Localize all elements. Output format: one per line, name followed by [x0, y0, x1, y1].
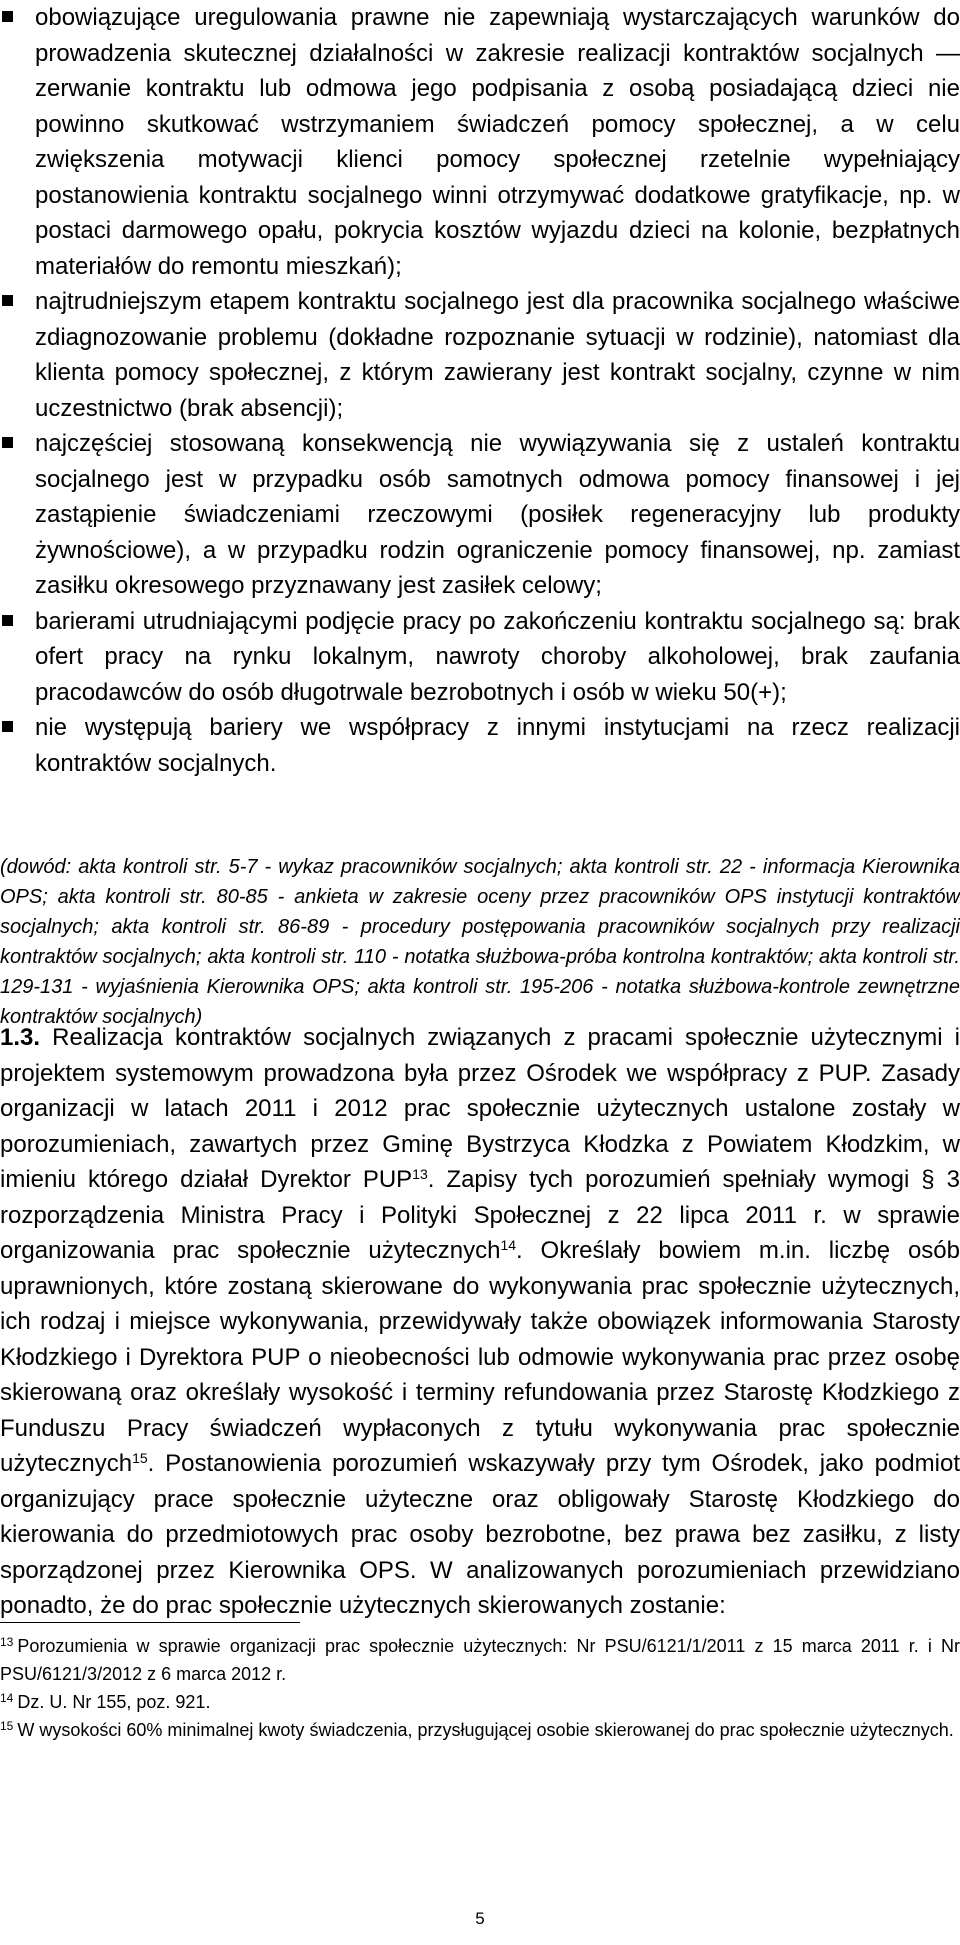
bullet-text: najczęściej stosowaną konsekwencją nie wywiązywania się z ustaleń kontraktu socjalnego jest w przypadku osób samotnych odmowa pomocy finansowej i jej zastąpienie świadczeniami rzeczowymi (posiłek regeneracyjny lub produkty żywnościowe), a w przypadku rodzin ograniczenie pomocy finansowej, np. zamiast zasiłku okresowego przyznawany jest zasiłek celowy;: [35, 430, 960, 599]
bullet-item: [0, 426, 960, 604]
square-bullet-icon: [2, 721, 13, 732]
square-bullet-icon: [2, 615, 13, 626]
bullet-item: [0, 0, 960, 284]
footnote-text: Dz. U. Nr 155, poz. 921.: [17, 1692, 211, 1712]
bullet-item: [0, 710, 960, 781]
footnote-number: 14: [0, 1691, 14, 1705]
section-text-part: . Określały bowiem m.in. liczbę osób uprawnionych, które zostaną skierowane do wykonywania prac społecznie użytecznych, ich rodzaj i miejsce wykonywania, przewidywały także obowiązek informowania Starosty Kłodzkiego i Dyrektora PUP o nieobecności lub odmowie wykonywania prac przez osobę skierowaną oraz określały wysokość i terminy refundowania przez Starostę Kłodzkiego z Funduszu Pracy świadczeń wypłaconych z tytułu wykonywania prac społecznie użytecznych: [0, 1237, 960, 1477]
findings-bullet-list: [0, 0, 960, 781]
evidence-note: (dowód: akta kontroli str. 5-7 - wykaz pracowników socjalnych; akta kontroli str. 22 - informacja Kierownika OPS; akta kontroli str. 80-85 - ankieta w zakresie oceny przez pracowników OPS instytucji kontraktów socjalnych; akta kontroli str. 86-89 - procedury postępowania pracowników socjalnych przy realizacji kontraktów socjalnych; akta kontroli str. 110 - notatka służbowa-próba kontrolna kontraktów; akta kontroli str. 129-131 - wyjaśnienia Kierownika OPS; akta kontroli str. 195-206 - notatka służbowa-kontrole zewnętrzne kontraktów socjalnych): [0, 856, 960, 1028]
square-bullet-icon: [2, 437, 13, 448]
page-number: 5: [475, 1909, 485, 1928]
section-text-part: . Postanowienia porozumień wskazywały przy tym Ośrodek, jako podmiot organizujący prace społecznie użyteczne oraz obligowały Starostę Kłodzkiego do kierowania do przedmiotowych prac osoby bezrobotne, bez prawa bez zasiłku, z listy sporządzonej przez Kierownika OPS. W analizowanych porozumieniach przewidziano ponadto, że do prac społecznie użytecznych skierowanych zostanie:: [0, 1450, 960, 1619]
footnote-number: 15: [0, 1719, 14, 1733]
footnote: [0, 1688, 960, 1716]
square-bullet-icon: [2, 295, 13, 306]
bullet-text: obowiązujące uregulowania prawne nie zapewniają wystarczających warunków do prowadzenia skutecznej działalności w zakresie realizacji kontraktów socjalnych — zerwanie kontraktu lub odmowa jego podpisania z osobą posiadającą dzieci nie powinno skutkować wstrzymaniem świadczeń pomocy społecznej, a w celu zwiększenia motywacji klienci pomocy społecznej rzetelnie wypełniający postanowienia kontraktu socjalnego winni otrzymywać dodatkowe gratyfikacje, np. w postaci darmowego opału, pokrycia kosztów wyjazdu dzieci na kolonie, bezpłatnych materiałów do remontu mieszkań);: [35, 4, 960, 280]
section-1-3-paragraph: [0, 1020, 960, 1624]
footnote: [0, 1632, 960, 1688]
footnote-number: 13: [0, 1635, 14, 1649]
square-bullet-icon: [2, 11, 13, 22]
section-text-part: Realizacja kontraktów socjalnych związanych z pracami społecznie użytecznymi i projektem systemowym prowadzona była przez Ośrodek we współpracy z PUP. Zasady organizacji w latach 2011 i 2012 prac społecznie użytecznych ustalone zostały w porozumieniach, zawartych przez Gminę Bystrzyca Kłodzka z Powiatem Kłodzkim, w imieniu którego działał Dyrektor PUP: [0, 1024, 960, 1193]
bullet-text: najtrudniejszym etapem kontraktu socjalnego jest dla pracownika socjalnego właściwe zdiagnozowanie problemu (dokładne rozpoznanie sytuacji w rodzinie), natomiast dla klienta pomocy społecznej, z którym zawierany jest kontrakt socjalny, czynne w nim uczestnictwo (brak absencji);: [35, 288, 960, 422]
footnote-reference[interactable]: 13: [412, 1166, 428, 1182]
footnote-separator: [0, 1622, 300, 1623]
footnote-reference[interactable]: 14: [500, 1237, 517, 1253]
bullet-item: [0, 604, 960, 711]
footnote-reference[interactable]: 15: [132, 1450, 148, 1466]
bullet-item: [0, 284, 960, 426]
bullet-text: nie występują bariery we współpracy z innymi instytucjami na rzecz realizacji kontraktów socjalnych.: [35, 714, 960, 777]
section-number: 1.3.: [0, 1024, 41, 1051]
footnote: [0, 1716, 960, 1744]
footnote-text: Porozumienia w sprawie organizacji prac społecznie użytecznych: Nr PSU/6121/1/2011 z 15 marca 2011 r. i Nr PSU/6121/3/2012 z 6 marca 2012 r.: [0, 1636, 960, 1684]
section-text-part: . Zapisy tych porozumień spełniały wymogi § 3 rozporządzenia Ministra Pracy i Polityki Społecznej z 22 lipca 2011 r. w sprawie organizowania prac społecznie użytecznych: [0, 1166, 960, 1264]
bullet-text: barierami utrudniającymi podjęcie pracy po zakończeniu kontraktu socjalnego są: brak ofert pracy na rynku lokalnym, nawroty choroby alkoholowej, brak zaufania pracodawców do osób długotrwale bezrobotnych i osób w wieku 50(+);: [35, 607, 960, 706]
footnote-text: W wysokości 60% minimalnej kwoty świadczenia, przysługującej osobie skierowanej do prac społecznie użytecznych.: [17, 1720, 954, 1740]
footnotes: [0, 1632, 960, 1744]
